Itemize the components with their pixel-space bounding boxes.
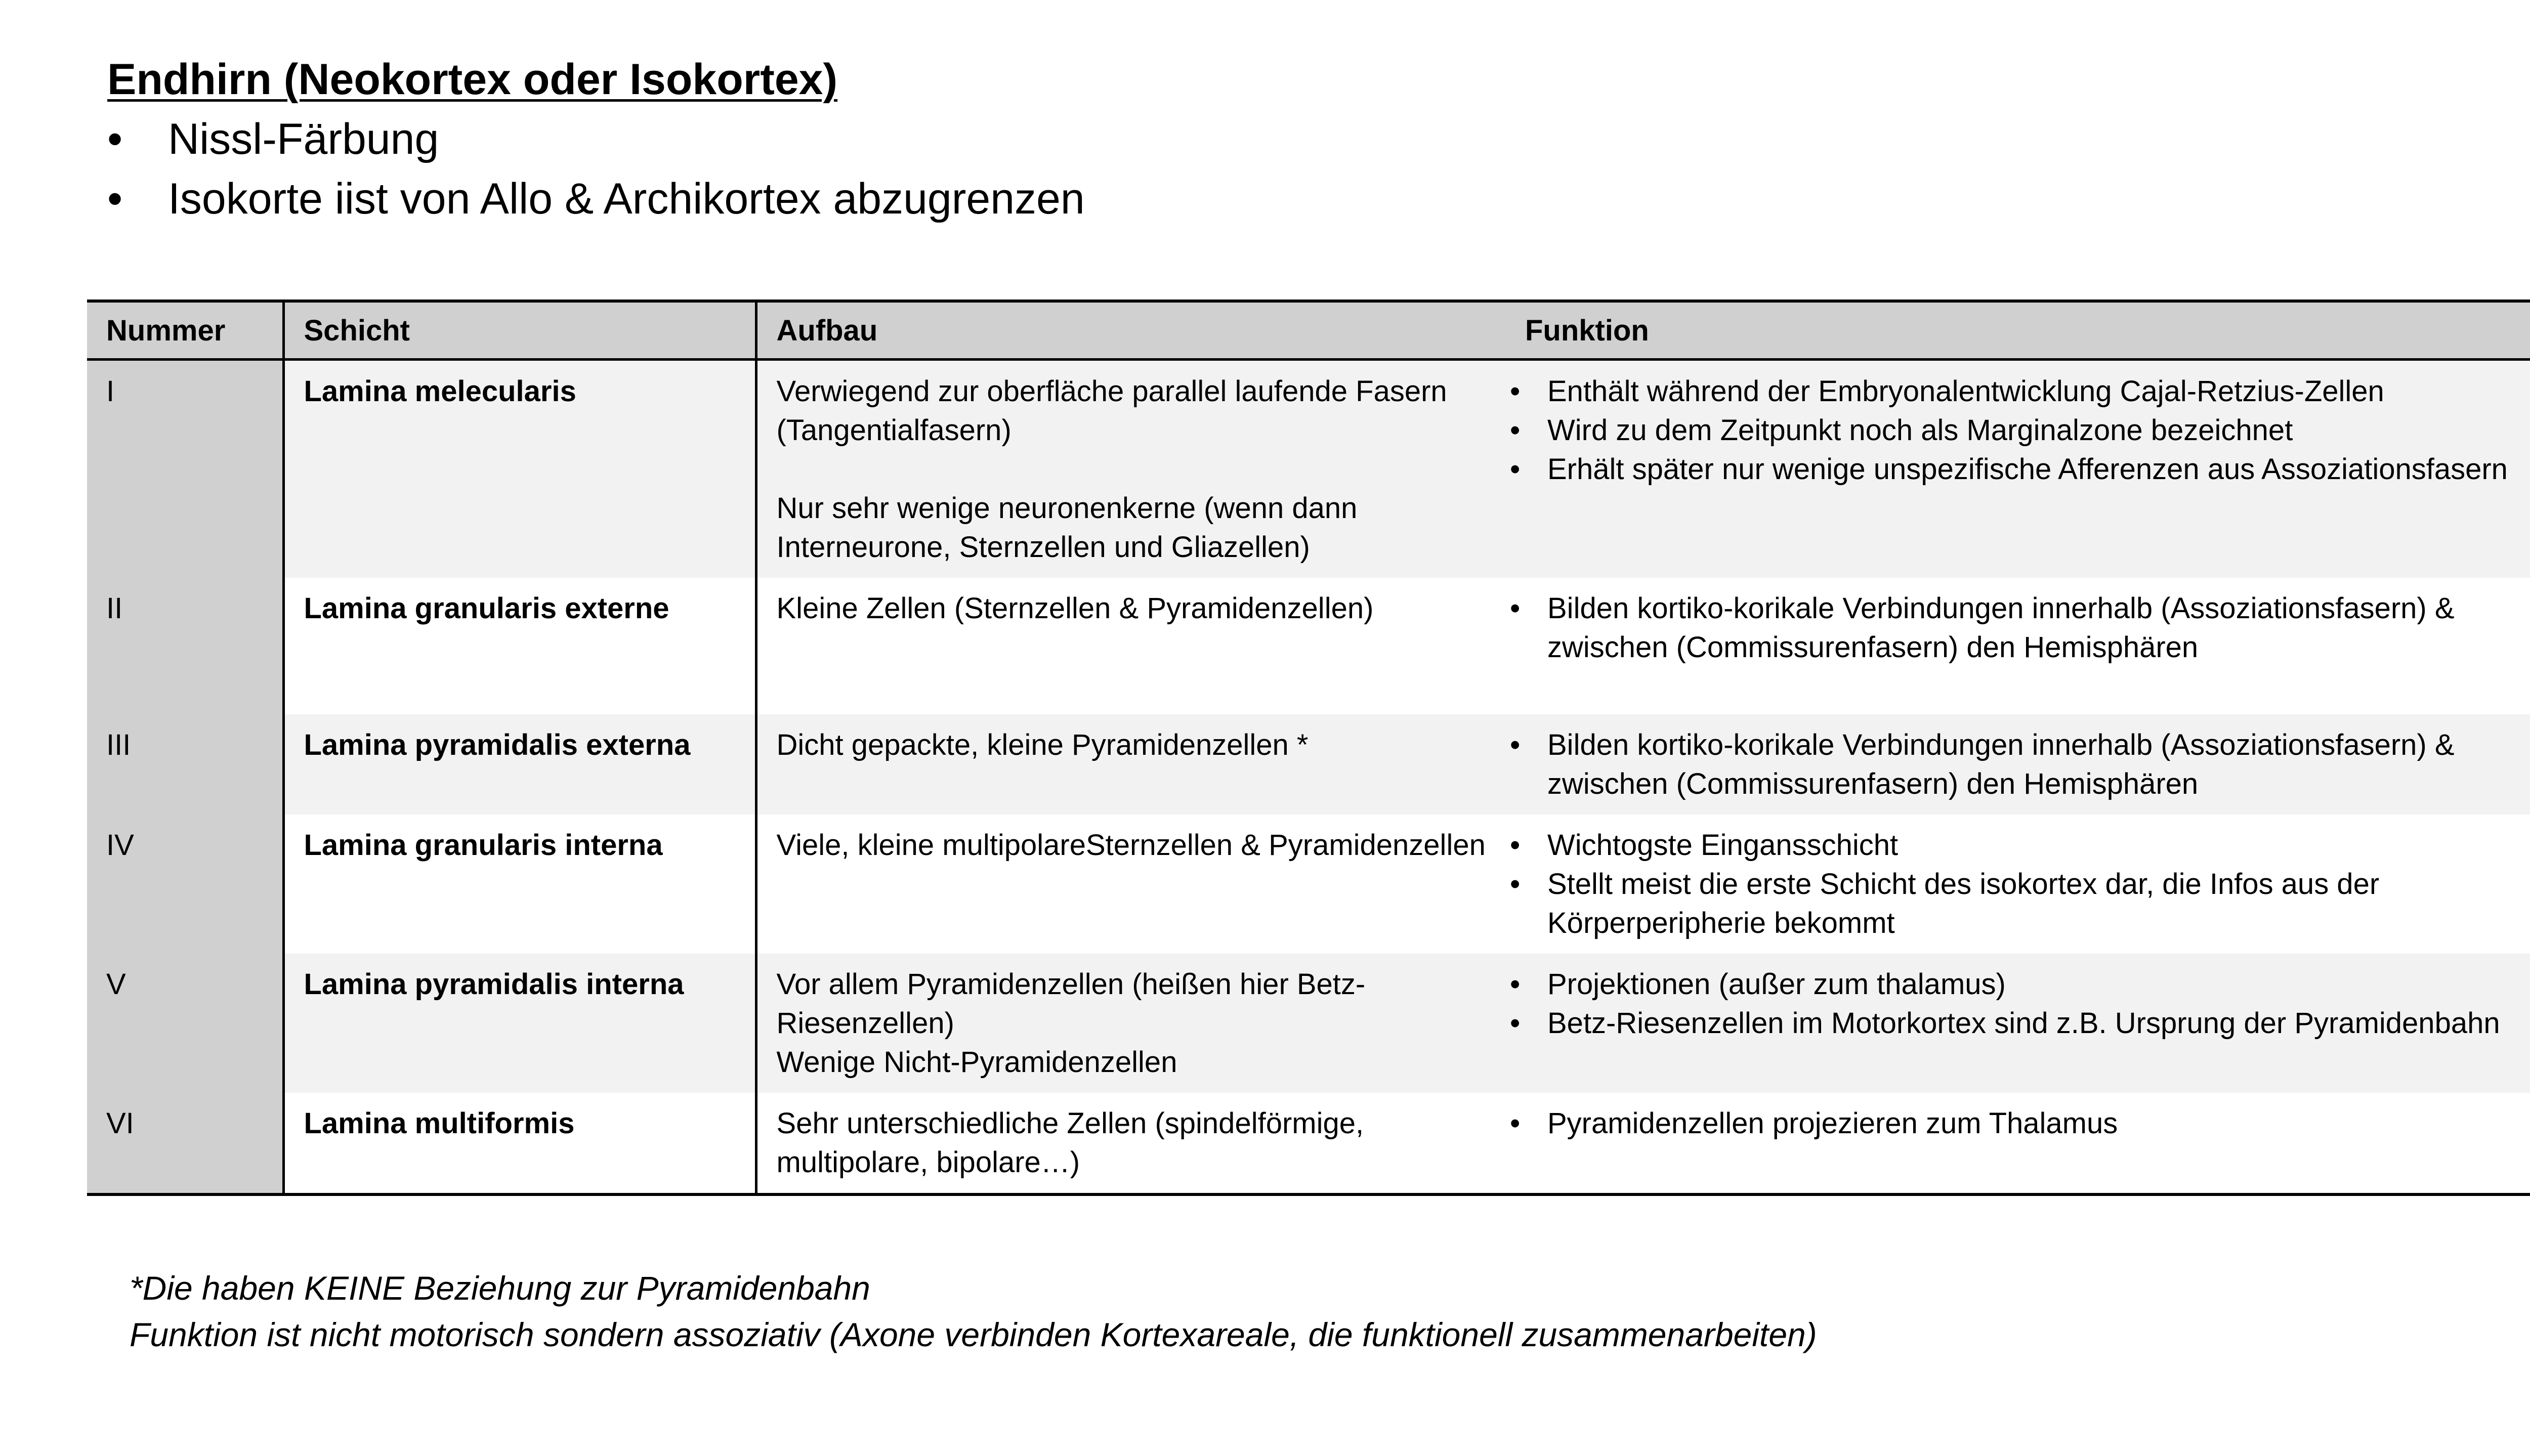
funktion-list: [1510, 589, 2530, 667]
cell-schicht: Lamina melecularis: [283, 360, 756, 578]
aufbau-text: Sehr unterschiedliche Zellen (spindelförmige, multipolare, bipolare…): [776, 1107, 1364, 1179]
bullet-icon: •: [1510, 829, 1521, 862]
intro-bullet-text: Nissl-Färbung: [168, 115, 439, 163]
funktion-item: [1510, 826, 2530, 865]
footnote: [130, 1265, 1817, 1358]
cell-schicht: Lamina granularis externe: [283, 578, 756, 714]
cell-aufbau: [756, 578, 1506, 714]
cell-nummer: III: [87, 714, 283, 815]
cell-aufbau: [756, 1093, 1506, 1194]
bullet-icon: •: [1510, 592, 1521, 625]
slide-header: [107, 50, 1085, 229]
aufbau-text: Nur sehr wenige neuronenkerne (wenn dann Interneurone, Sternzellen und Gliazellen): [776, 492, 1358, 564]
table-row: [87, 954, 2530, 1093]
footnote-line: Funktion ist nicht motorisch sondern assoziativ (Axone verbinden Kortexareale, die funktionell zusammenarbeiten): [130, 1316, 1817, 1353]
funktion-text: Bilden kortiko-korikale Verbindungen innerhalb (Assoziationsfasern) & zwischen (Commissurenfasern) den Hemisphären: [1547, 592, 2455, 664]
bullet-icon: •: [1510, 868, 1521, 901]
bullet-icon: •: [1510, 1107, 1521, 1140]
funktion-text: Bilden kortiko-korikale Verbindungen innerhalb (Assoziationsfasern) & zwischen (Commissurenfasern) den Hemisphären: [1547, 729, 2455, 800]
funktion-text: Stellt meist die erste Schicht des isokortex dar, die Infos aus der Körperperipherie bekommt: [1547, 868, 2380, 939]
cell-nummer: V: [87, 954, 283, 1093]
funktion-text: Betz-Riesenzellen im Motorkortex sind z.B. Ursprung der Pyramidenbahn: [1547, 1007, 2500, 1040]
column-header-funktion: Funktion: [1506, 301, 2530, 360]
table-row: [87, 714, 2530, 815]
footnote-line: *Die haben KEINE Beziehung zur Pyramidenbahn: [130, 1269, 870, 1307]
cell-funktion: [1506, 815, 2530, 954]
page-title: Endhirn (Neokortex oder Isokortex): [107, 55, 838, 104]
intro-bullet-text: Isokorte iist von Allo & Archikortex abzugrenzen: [168, 175, 1085, 223]
funktion-item: [1510, 965, 2530, 1004]
aufbau-text: Dicht gepackte, kleine Pyramidenzellen *: [776, 729, 1309, 761]
funktion-item: [1510, 411, 2530, 450]
cell-aufbau: [756, 954, 1506, 1093]
aufbau-text: Viele, kleine multipolareSternzellen & Pyramidenzellen: [776, 829, 1486, 862]
funktion-item: [1510, 450, 2530, 489]
cell-nummer: VI: [87, 1093, 283, 1194]
funktion-list: [1510, 1104, 2530, 1143]
funktion-text: Wichtogste Eingansschicht: [1547, 829, 1899, 862]
table-row: [87, 815, 2530, 954]
bullet-icon: •: [1510, 375, 1521, 408]
bullet-icon: •: [1510, 453, 1521, 486]
cell-aufbau: [756, 815, 1506, 954]
funktion-list: [1510, 372, 2530, 489]
aufbau-text: Vor allem Pyramidenzellen (heißen hier Betz-Riesenzellen): [776, 968, 1366, 1040]
intro-bullet-list: [107, 109, 1085, 229]
funktion-item: [1510, 372, 2530, 411]
cell-schicht: Lamina pyramidalis interna: [283, 954, 756, 1093]
intro-bullet-item: [107, 109, 1085, 169]
table-row: [87, 1093, 2530, 1194]
funktion-text: Projektionen (außer zum thalamus): [1547, 968, 2006, 1001]
funktion-text: Enthält während der Embryonalentwicklung Cajal-Retzius-Zellen: [1547, 375, 2384, 408]
cell-schicht: Lamina multiformis: [283, 1093, 756, 1194]
intro-bullet-item: [107, 169, 1085, 229]
cell-funktion: [1506, 1093, 2530, 1194]
bullet-icon: •: [1510, 414, 1521, 447]
funktion-list: [1510, 725, 2530, 803]
table-row: [87, 578, 2530, 714]
funktion-item: [1510, 1004, 2530, 1043]
cell-funktion: [1506, 578, 2530, 714]
funktion-item: [1510, 865, 2530, 943]
cell-nummer: IV: [87, 815, 283, 954]
column-header-schicht: Schicht: [283, 301, 756, 360]
bullet-icon: •: [107, 175, 123, 223]
bullet-icon: •: [1510, 729, 1521, 761]
cell-nummer: I: [87, 360, 283, 578]
bullet-icon: •: [107, 115, 123, 163]
funktion-item: [1510, 589, 2530, 667]
cell-schicht: Lamina pyramidalis externa: [283, 714, 756, 815]
aufbau-text: Wenige Nicht-Pyramidenzellen: [776, 1046, 1177, 1079]
cell-aufbau: [756, 714, 1506, 815]
cortex-layers-table: [87, 299, 2530, 1196]
aufbau-text: Kleine Zellen (Sternzellen & Pyramidenzellen): [776, 592, 1374, 625]
table-row: [87, 360, 2530, 578]
funktion-item: [1510, 725, 2530, 803]
cell-funktion: [1506, 714, 2530, 815]
funktion-list: [1510, 965, 2530, 1043]
funktion-text: Wird zu dem Zeitpunkt noch als Marginalzone bezeichnet: [1547, 414, 2293, 447]
aufbau-text: Verwiegend zur oberfläche parallel laufende Fasern (Tangentialfasern): [776, 375, 1447, 447]
cell-funktion: [1506, 360, 2530, 578]
cell-aufbau: [756, 360, 1506, 578]
bullet-icon: •: [1510, 1007, 1521, 1040]
bullet-icon: •: [1510, 968, 1521, 1001]
funktion-text: Erhält später nur wenige unspezifische Afferenzen aus Assoziationsfasern: [1547, 453, 2508, 486]
column-header-nummer: Nummer: [87, 301, 283, 360]
funktion-text: Pyramidenzellen projezieren zum Thalamus: [1547, 1107, 2118, 1140]
table-header-row: [87, 301, 2530, 360]
funktion-item: [1510, 1104, 2530, 1143]
cell-funktion: [1506, 954, 2530, 1093]
funktion-list: [1510, 826, 2530, 943]
cell-schicht: Lamina granularis interna: [283, 815, 756, 954]
cell-nummer: II: [87, 578, 283, 714]
column-header-aufbau: Aufbau: [756, 301, 1506, 360]
